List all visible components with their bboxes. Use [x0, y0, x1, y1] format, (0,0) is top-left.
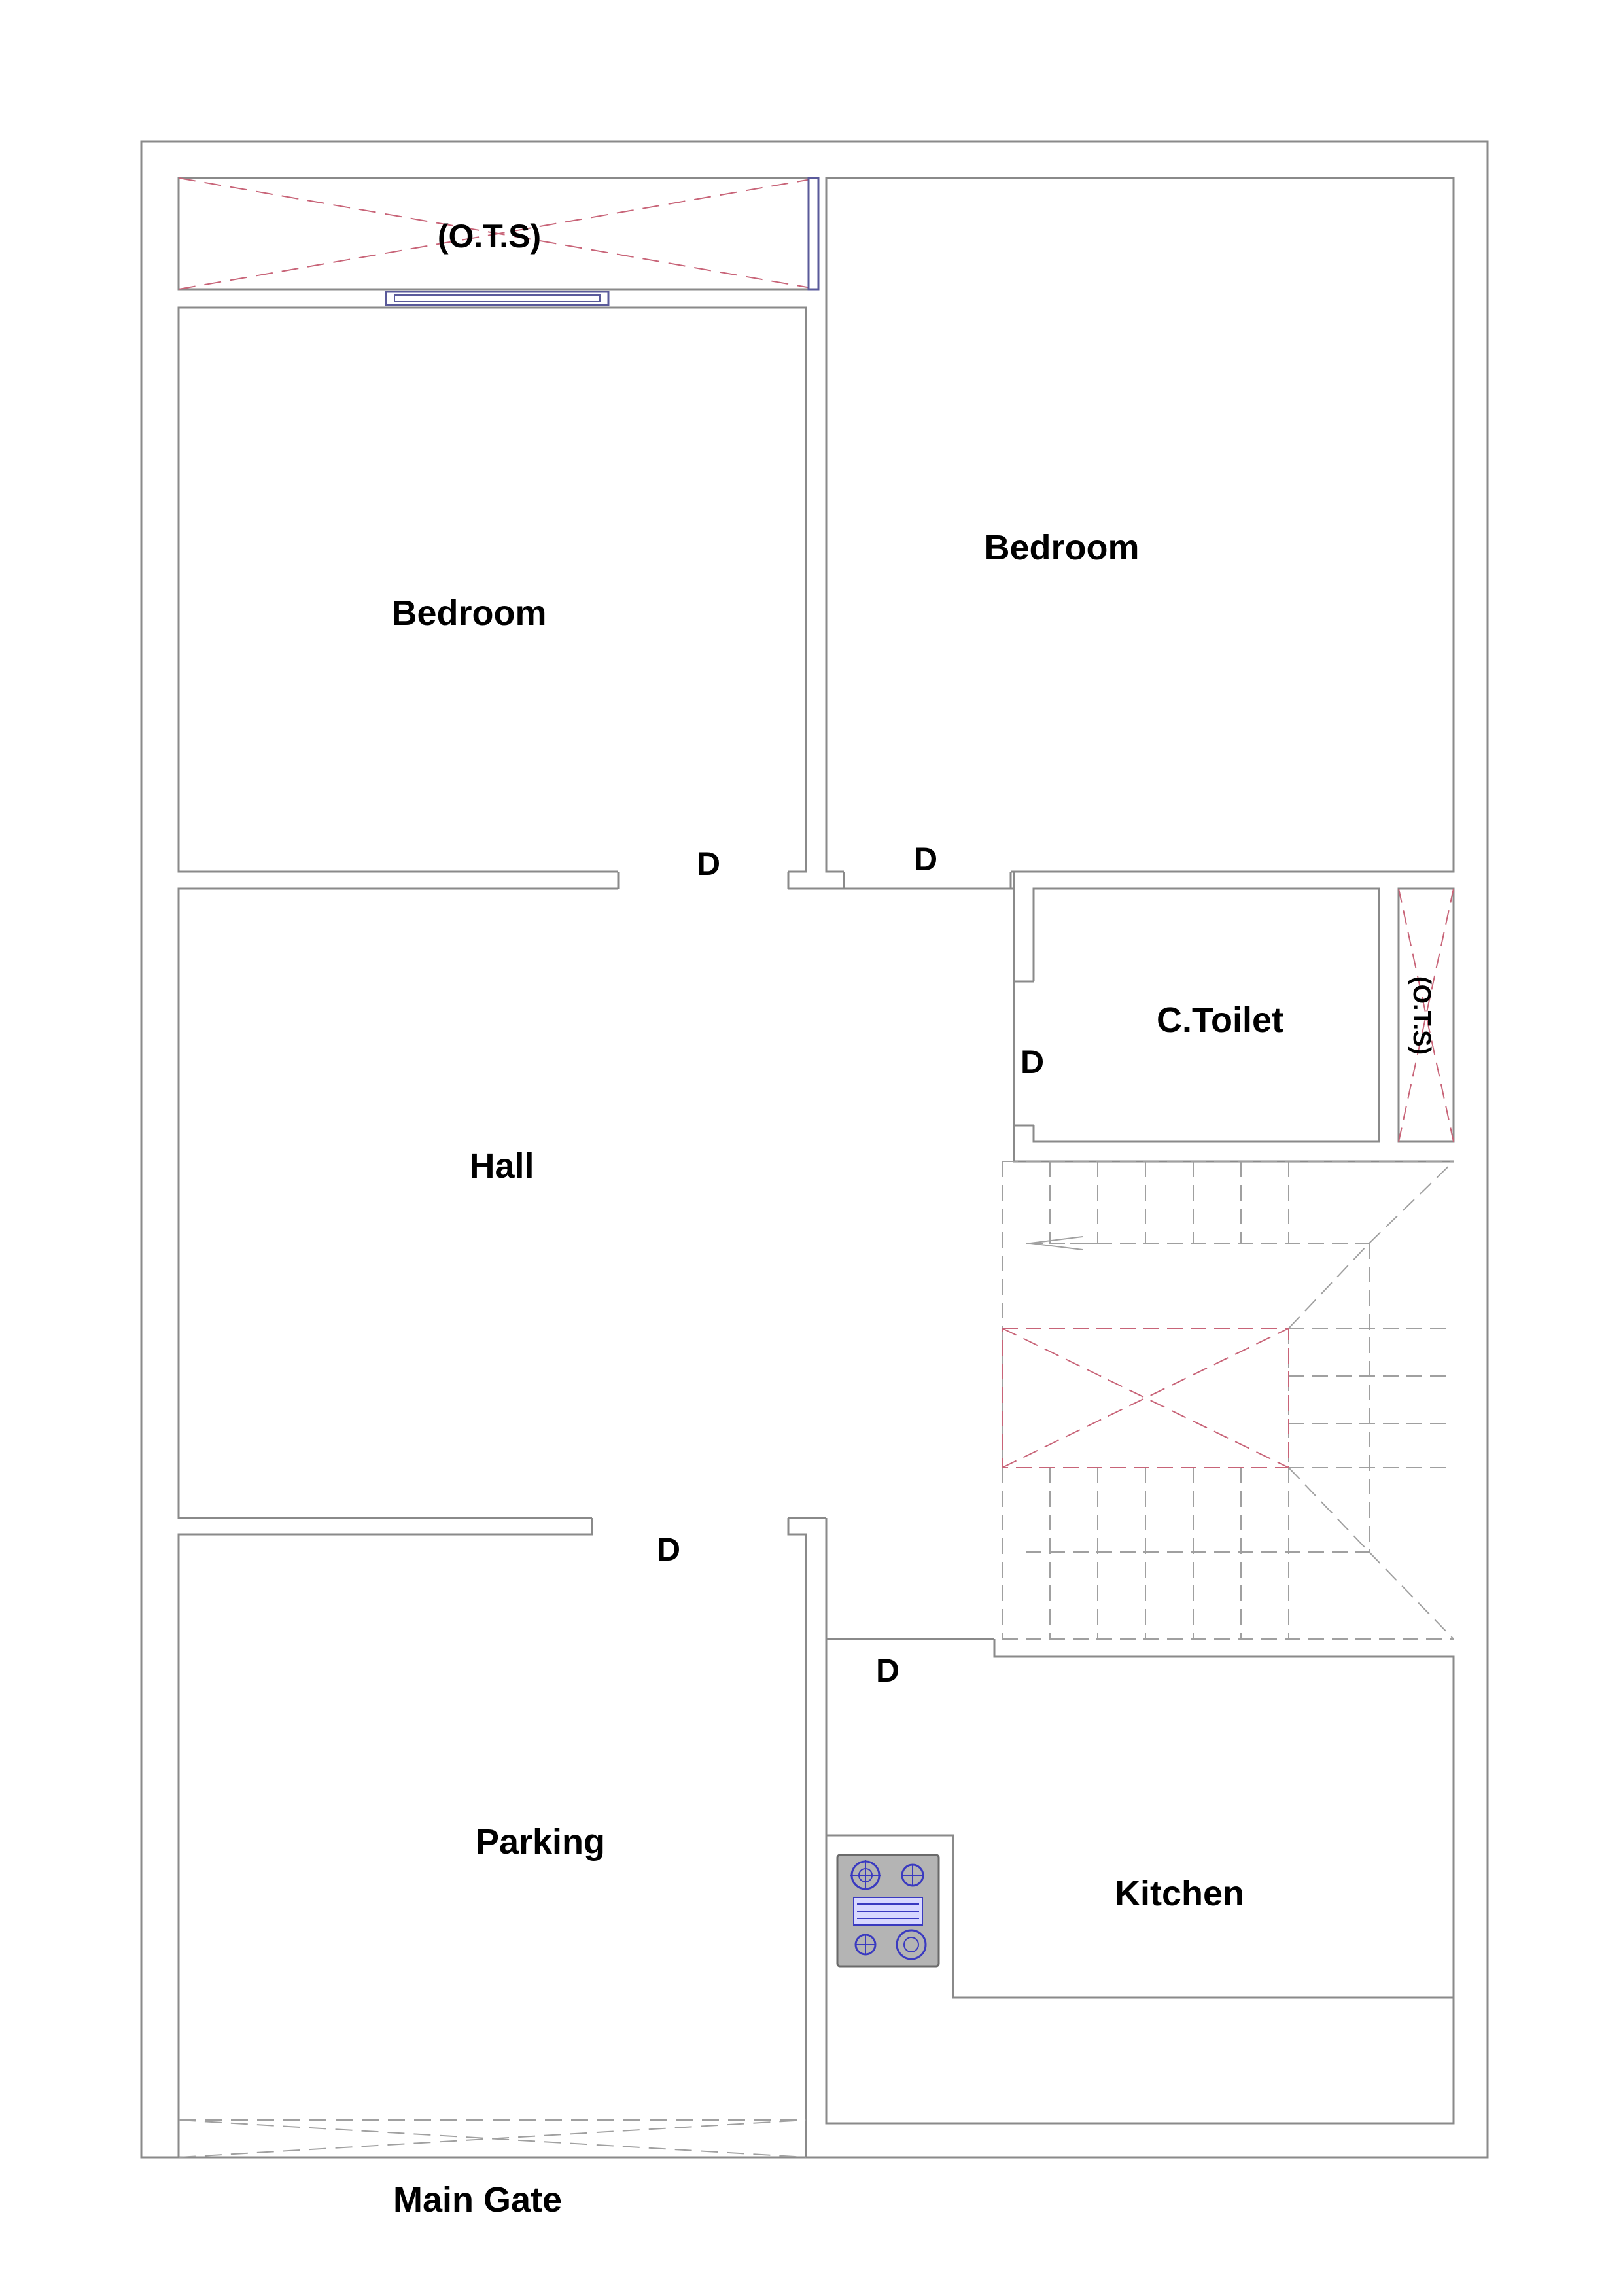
ots-top-window-vertical: [809, 178, 818, 289]
stove-icon: [837, 1855, 939, 1966]
arrow-up-icon: [1030, 1237, 1112, 1250]
stair-landing-void: [1002, 1328, 1289, 1468]
plot-boundary: [141, 141, 1488, 2157]
bedroom-right-label: Bedroom: [984, 528, 1140, 567]
hall-parking-door-label: D: [656, 1531, 681, 1568]
kitchen-door-label: D: [875, 1652, 900, 1689]
bedroom-left-window: [386, 292, 608, 305]
hall-label: Hall: [469, 1146, 534, 1186]
toilet-door-label: D: [1020, 1044, 1045, 1080]
main-gate-label: Main Gate: [393, 2180, 563, 2219]
hall: [179, 872, 1014, 1639]
bedroom-left-label: Bedroom: [391, 593, 547, 633]
bedroom-left: [179, 292, 806, 889]
bedroom-right: [826, 178, 1454, 889]
ots-top-label: (O.T.S): [437, 218, 542, 255]
bedroom-left-door-label: D: [696, 845, 721, 882]
ots-side-label: (O.T.S): [1408, 976, 1435, 1055]
c-toilet-label: C.Toilet: [1157, 1000, 1283, 1040]
staircase: [1002, 1161, 1454, 1639]
parking-label: Parking: [475, 1822, 606, 1862]
kitchen-label: Kitchen: [1114, 1874, 1245, 1913]
bedroom-right-door-label: D: [913, 841, 938, 877]
